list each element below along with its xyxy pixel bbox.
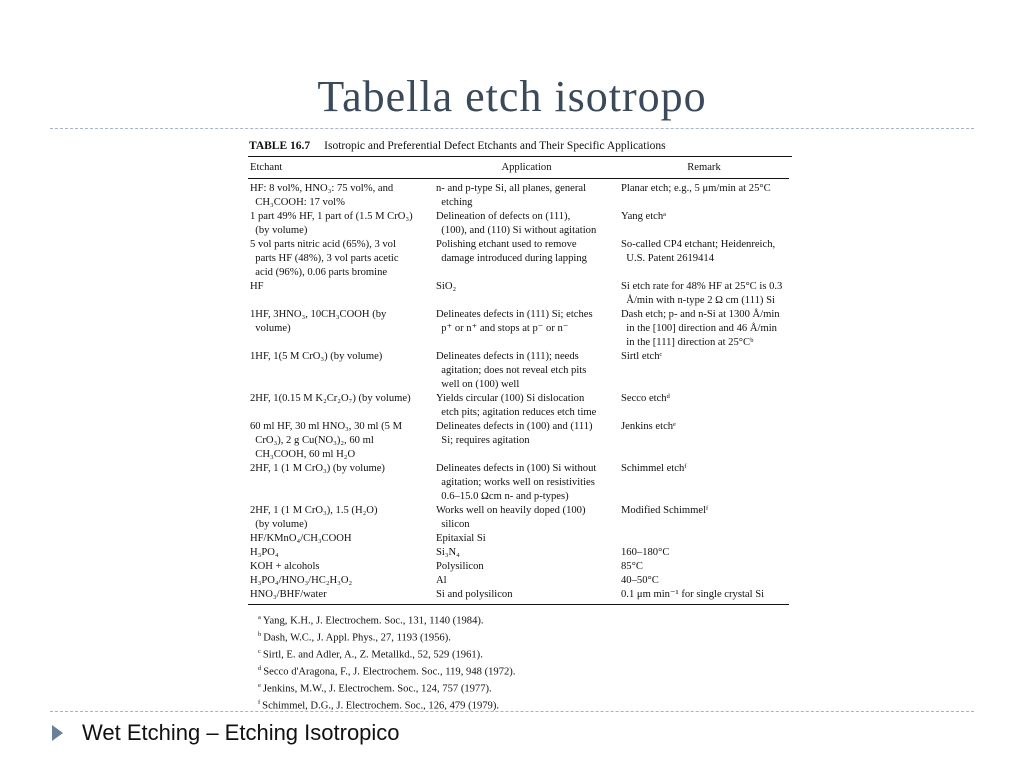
cell-application: SiO₂ xyxy=(436,281,457,292)
cell-application: Polysilicon xyxy=(436,561,484,572)
cell-remark: 40–50°C xyxy=(621,575,659,586)
footnote-text: Secco d'Aragona, F., J. Electrochem. Soc., 119, 948 (1972). xyxy=(263,666,516,678)
footnote-mark: d xyxy=(258,665,262,673)
cell-remark: Si etch rate for 48% HF at 25°C is 0.3 Å/min with n-type 2 Ω cm (111) Si xyxy=(621,281,783,306)
table-row xyxy=(248,560,789,574)
table-row xyxy=(248,238,789,280)
table-header-row xyxy=(248,157,789,179)
cell-remark: Planar etch; e.g., 5 μm/min at 25°C xyxy=(621,183,771,194)
footnote-text: Jenkins, M.W., J. Electrochem. Soc., 124, 757 (1977). xyxy=(262,683,492,695)
cell-application: Al xyxy=(436,575,447,586)
table-row xyxy=(248,420,789,462)
cell-application: Works well on heavily doped (100) silicon xyxy=(436,505,586,530)
cell-etchant: HNO₃/BHF/water xyxy=(248,588,434,605)
footnote-text: Schimmel, D.G., J. Electrochem. Soc., 126, 479 (1979). xyxy=(262,700,500,712)
cell-remark: Schimmel etchᶠ xyxy=(621,463,687,474)
table-row xyxy=(248,179,789,211)
table-row xyxy=(248,308,789,350)
footnote-text: Yang, K.H., J. Electrochem. Soc., 131, 1140 (1984). xyxy=(262,615,484,627)
footnote-mark: e xyxy=(258,682,261,690)
bullet-arrow-icon xyxy=(52,725,63,741)
cell-etchant: 1 part 49% HF, 1 part of (1.5 M CrO₃) (by volume) xyxy=(250,211,413,236)
cell-remark: Dash etch; p- and n-Si at 1300 Å/min in the [100] direction and 46 Å/min in the [111] direction at 25°Cᵇ xyxy=(621,309,780,348)
cell-etchant: 1HF, 1(5 M CrO₃) (by volume) xyxy=(250,351,383,362)
cell-remark: So-called CP4 etchant; Heidenreich, U.S. Patent 2619414 xyxy=(621,239,776,264)
cell-remark xyxy=(619,532,789,546)
table-row xyxy=(248,546,789,560)
etchant-table xyxy=(248,157,789,605)
cell-remark: Sirtl etchᶜ xyxy=(621,351,663,362)
table-row xyxy=(248,532,789,546)
cell-application: Si₃N₄ xyxy=(436,547,460,558)
table-row xyxy=(248,350,789,392)
cell-application: Delineates defects in (111); needs agitation; does not reveal etch pits well on (100) well xyxy=(436,351,587,390)
table-row xyxy=(248,280,789,308)
cell-etchant: HF: 8 vol%, HNO₃: 75 vol%, and CH₃COOH: 17 vol% xyxy=(250,183,394,208)
title-divider xyxy=(50,128,974,129)
column-header-application: Application xyxy=(434,157,619,179)
cell-etchant: 2HF, 1(0.15 M K₂Cr₂O₇) (by volume) xyxy=(250,393,411,404)
footnote xyxy=(258,679,792,696)
cell-application: Polishing etchant used to remove damage introduced during lapping xyxy=(436,239,587,264)
footnote-mark: f xyxy=(258,699,261,707)
column-header-etchant: Etchant xyxy=(248,157,434,179)
cell-etchant: 2HF, 1 (1 M CrO₃) (by volume) xyxy=(250,463,385,474)
cell-etchant: H₃PO₄ xyxy=(250,547,279,558)
table-body xyxy=(248,179,789,605)
footnote-mark: b xyxy=(258,631,262,639)
table-row xyxy=(248,574,789,588)
table-row xyxy=(248,588,789,605)
cell-etchant: HF xyxy=(250,281,264,292)
cell-application: n- and p-type Si, all planes, general etching xyxy=(436,183,587,208)
cell-remark: 160–180°C xyxy=(621,547,670,558)
cell-remark: 0.1 μm min⁻¹ for single crystal Si xyxy=(619,588,789,605)
cell-etchant: HF/KMnO₄/CH₃COOH xyxy=(250,533,352,544)
footnote xyxy=(258,645,792,662)
footnote-mark: a xyxy=(258,614,261,621)
cell-application: Delineation of defects on (111), (100), and (110) Si without agitation xyxy=(436,211,597,236)
table-row xyxy=(248,462,789,504)
slide-title: Tabella etch isotropo xyxy=(317,72,707,121)
footnote xyxy=(258,628,792,645)
footnote xyxy=(258,662,792,679)
cell-remark: Yang etchᵃ xyxy=(621,211,667,222)
cell-application: Epitaxial Si xyxy=(436,533,486,544)
table-figure xyxy=(248,139,792,713)
table-caption-text: Isotropic and Preferential Defect Etchants and Their Specific Applications xyxy=(324,140,666,152)
cell-application: Delineates defects in (100) Si without agitation; works well on resistivities 0.6–15.0 Ωcm n- and p-types) xyxy=(436,463,597,502)
cell-etchant: 2HF, 1 (1 M CrO₃), 1.5 (H₂O) (by volume) xyxy=(250,505,378,530)
cell-remark: Jenkins etchᵉ xyxy=(621,421,676,432)
cell-application: Delineates defects in (100) and (111) Si; requires agitation xyxy=(436,421,593,446)
cell-etchant: 60 ml HF, 30 ml HNO₃, 30 ml (5 M CrO₃), 2 g Cu(NO₃)₂, 60 ml CH₃COOH, 60 ml H₂O xyxy=(250,421,403,460)
cell-etchant: 1HF, 3HNO₃, 10CH₃COOH (by volume) xyxy=(250,309,387,334)
table-caption xyxy=(249,139,792,153)
cell-etchant: KOH + alcohols xyxy=(250,561,320,572)
footer-divider xyxy=(50,711,974,712)
cell-remark: 85°C xyxy=(621,561,643,572)
footnote-mark: c xyxy=(258,648,261,656)
table-number: TABLE 16.7 xyxy=(249,140,311,152)
table-row xyxy=(248,504,789,532)
cell-application: Delineates defects in (111) Si; etches p⁺ or n⁺ and stops at p⁻ or n⁻ xyxy=(436,309,593,334)
bullet-text: Wet Etching – Etching Isotropico xyxy=(82,720,400,745)
footnote xyxy=(258,611,792,628)
footnotes xyxy=(258,611,792,713)
cell-remark: Secco etchᵈ xyxy=(621,393,670,404)
cell-remark: Modified Schimmelᶠ xyxy=(621,505,709,516)
cell-application: Yields circular (100) Si dislocation etch pits; agitation reduces etch time xyxy=(436,393,597,418)
footnote-text: Sirtl, E. and Adler, A., Z. Metallkd., 52, 529 (1961). xyxy=(262,649,483,661)
cell-etchant: 5 vol parts nitric acid (65%), 3 vol parts HF (48%), 3 vol parts acetic acid (96%), 0.06 parts bromine xyxy=(250,239,399,278)
table-row xyxy=(248,392,789,420)
footnote-text: Dash, W.C., J. Appl. Phys., 27, 1193 (1956). xyxy=(263,632,451,644)
column-header-remark: Remark xyxy=(619,157,789,179)
cell-application: Si and polysilicon xyxy=(434,588,619,605)
cell-etchant: H₃PO₄/HNO₃/HC₂H₃O₂ xyxy=(250,575,353,586)
table-row xyxy=(248,210,789,238)
